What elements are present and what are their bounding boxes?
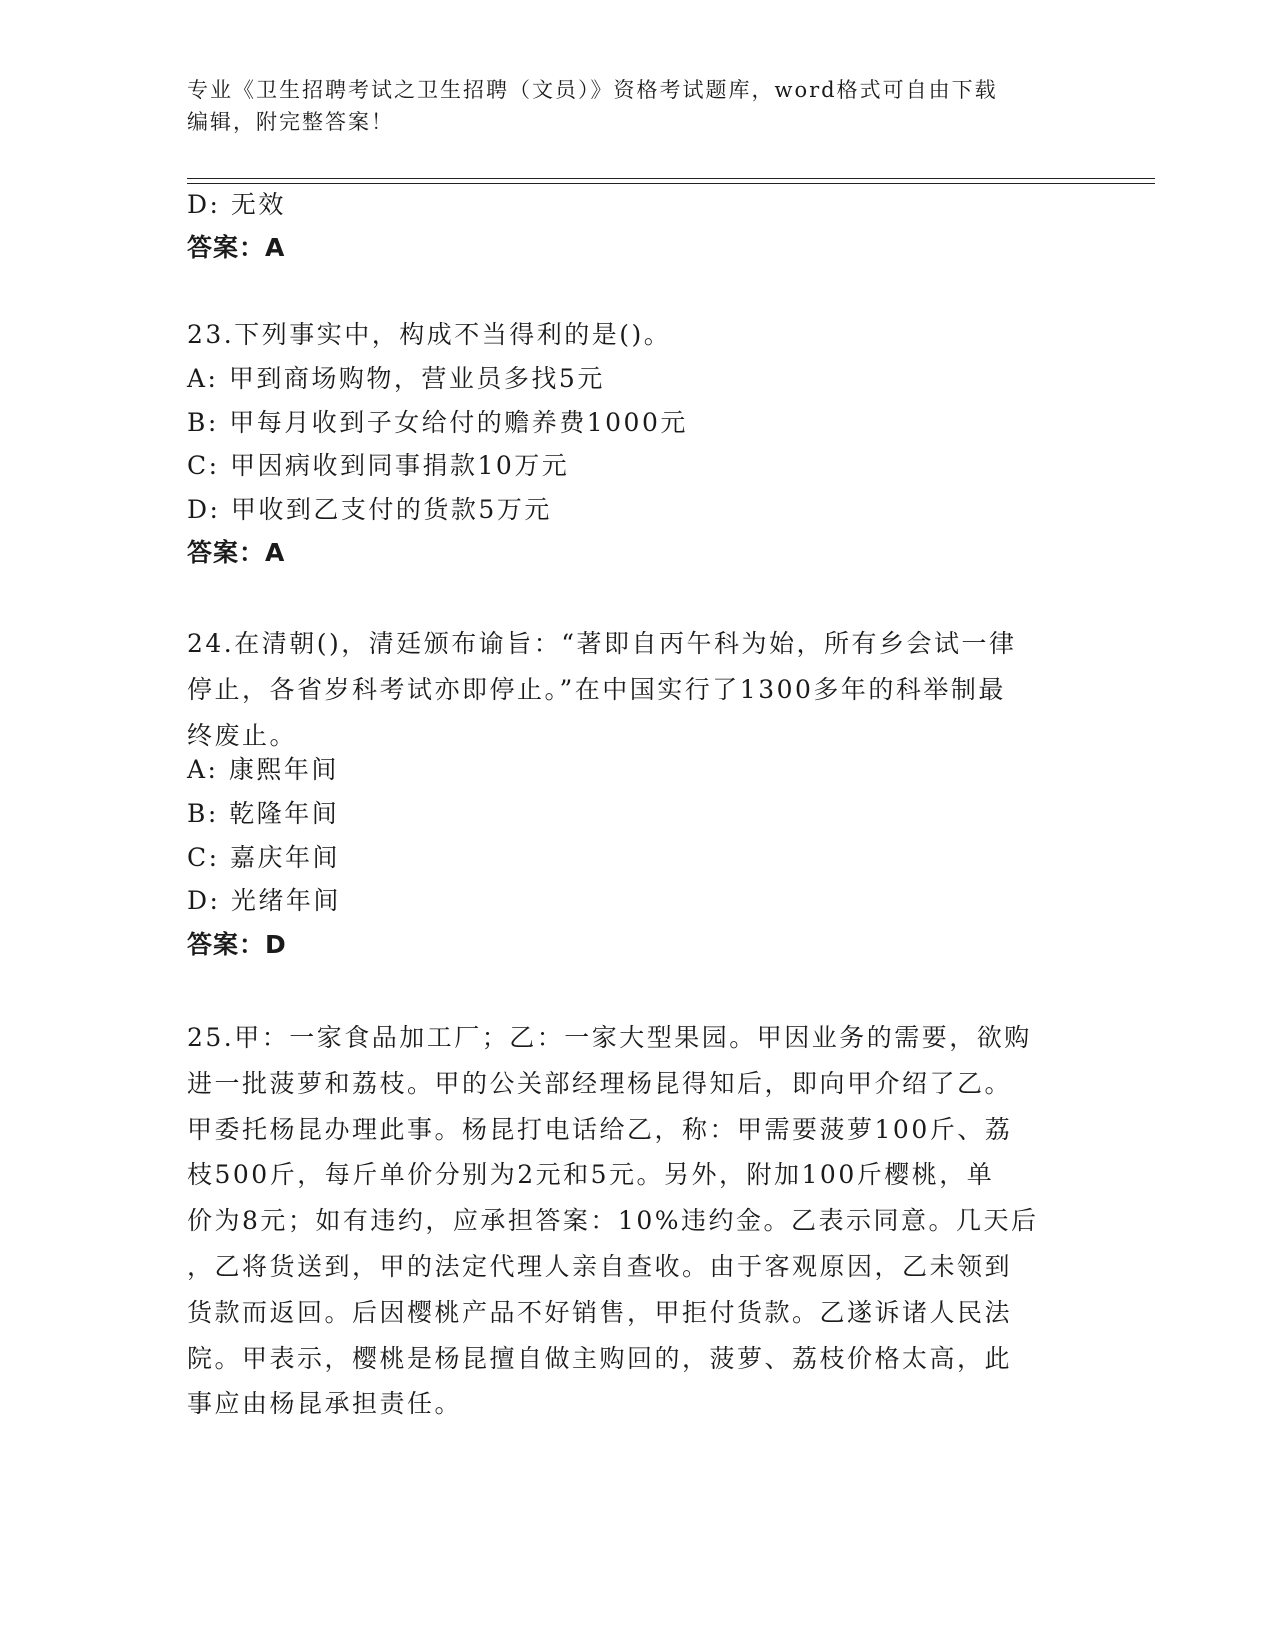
- q23-stem: 23.下列事实中，构成不当得利的是()。: [187, 320, 672, 349]
- document-header: 专业《卫生招聘考试之卫生招聘（文员）》资格考试题库，word格式可自由下载 编辑，附完整答案！: [187, 78, 998, 134]
- q23-option-b: B: 甲每月收到子女给付的赡养费1000元: [187, 408, 688, 437]
- q25-stem: 25.甲：一家食品加工厂；乙：一家大型果园。甲因业务的需要，欲购 进一批菠萝和荔枝。甲的公关部经理杨昆得知后，即向甲介绍了乙。 甲委托杨昆办理此事。杨昆打电话给乙，称：甲需要菠萝100斤、荔 枝500斤，每斤单价分别为2元和5元。另外，附加100斤樱桃，单 价为8元；如有违约，应承担答案：10%违约金。乙表示同意。几天后 ，乙将货送到，甲的法定代理人亲自查收。由于客观原因，乙未领到 货款而返回。后因樱桃产品不好销售，甲拒付货款。乙遂诉诸人民法 院。甲表示，樱桃是杨昆擅自做主购回的，菠萝、荔枝价格太高，此 事应由杨昆承担责任。: [187, 1023, 1039, 1419]
- header-rule-bottom: [187, 183, 1155, 184]
- q23-answer: 答案：A: [187, 538, 286, 567]
- q24-option-c: C: 嘉庆年间: [187, 843, 340, 872]
- q24-option-a: A: 康熙年间: [187, 755, 339, 784]
- prev-question-option-d: D: 无效: [187, 190, 286, 219]
- q23-option-a: A: 甲到商场购物，营业员多找5元: [187, 364, 605, 393]
- q24-option-d: D: 光绪年间: [187, 886, 341, 915]
- q24-option-b: B: 乾隆年间: [187, 799, 340, 828]
- q24-answer: 答案：D: [187, 930, 287, 959]
- q24-stem: 24.在清朝()，清廷颁布谕旨：“著即自丙午科为始，所有乡会试一律 停止，各省岁科考试亦即停止。”在中国实行了1300多年的科举制最 终废止。: [187, 629, 1017, 750]
- header-rule-top: [187, 178, 1155, 179]
- prev-question-answer: 答案：A: [187, 233, 286, 262]
- q23-option-d: D: 甲收到乙支付的货款5万元: [187, 495, 552, 524]
- q23-option-c: C: 甲因病收到同事捐款10万元: [187, 451, 570, 480]
